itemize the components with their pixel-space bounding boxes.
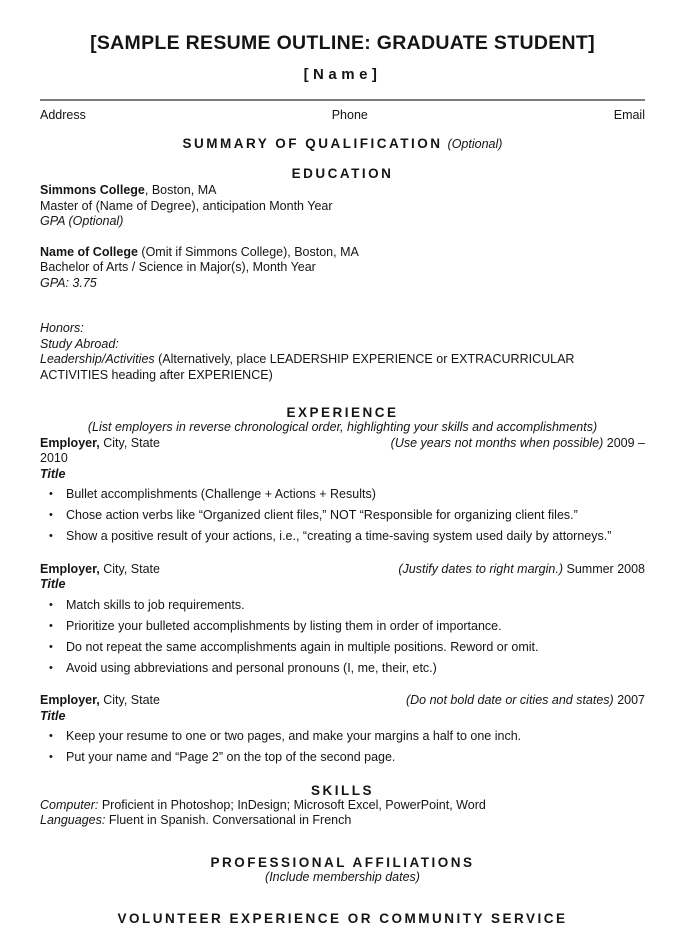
bullet-text: • Show a positive result of your actions, i.e., “creating a time-saving system used daily by attorneys.” bbox=[66, 529, 612, 543]
bullet-item bbox=[40, 619, 645, 635]
skills-lines bbox=[40, 798, 645, 829]
leadership-label: Leadership/Activities bbox=[40, 352, 155, 366]
name-placeholder: [Name] bbox=[303, 66, 382, 83]
bullet-text: • Bullet accomplishments (Challenge + Actions + Results) bbox=[66, 487, 376, 501]
contact-row bbox=[40, 108, 645, 122]
bullet-text: • Prioritize your bulleted accomplishments by listing them in order of importance. bbox=[66, 618, 502, 633]
school-name: Simmons College bbox=[40, 183, 145, 197]
school-location: (Omit if Simmons College), Boston, MA bbox=[137, 244, 359, 259]
school-degree-line: Master of (Name of Degree), anticipation Month Year bbox=[40, 198, 333, 213]
affiliations-heading-text: PROFESSIONAL AFFILIATIONS bbox=[210, 854, 475, 870]
skills-heading bbox=[40, 783, 645, 798]
employer-name: Employer, bbox=[40, 693, 100, 707]
job-entry bbox=[40, 693, 645, 766]
school-location: , Boston, MA bbox=[144, 183, 217, 197]
bullet-item bbox=[40, 750, 645, 766]
education-school-2 bbox=[40, 245, 645, 292]
date-note: (Justify dates to right margin.) bbox=[398, 561, 564, 576]
date-value: Summer 2008 bbox=[563, 561, 645, 576]
date-value: 2009 – bbox=[603, 435, 645, 450]
affiliations-heading bbox=[40, 855, 645, 870]
employer-location: City, State bbox=[99, 435, 160, 450]
employer-location: City, State bbox=[99, 693, 160, 707]
experience-heading bbox=[40, 405, 645, 420]
summary-heading-text: SUMMARY OF QUALIFICATION bbox=[182, 136, 443, 151]
bullet-text: • Do not repeat the same accomplishments again in multiple positions. Reword or omit. bbox=[66, 639, 539, 654]
job-employer bbox=[40, 693, 160, 709]
education-heading bbox=[40, 166, 645, 181]
date-overflow: 2010 bbox=[40, 451, 68, 465]
job-bullet-list bbox=[40, 487, 645, 545]
school-name-line bbox=[40, 183, 645, 199]
job-header-row bbox=[40, 562, 645, 578]
bullet-text: • Keep your resume to one or two pages, and make your margins a half to one inch. bbox=[66, 729, 522, 743]
date-note: (Use years not months when possible) bbox=[390, 435, 604, 450]
school-name: Name of College bbox=[40, 244, 138, 259]
education-extras bbox=[40, 321, 645, 383]
job-bullet-list bbox=[40, 598, 645, 677]
job-title: Title bbox=[40, 708, 66, 723]
affiliations-note: (Include membership dates) bbox=[265, 869, 420, 884]
employer-name: Employer, bbox=[40, 435, 100, 450]
school-gpa-line: GPA: 3.75 bbox=[40, 275, 97, 290]
honors-line: Honors: bbox=[40, 321, 84, 335]
header-divider bbox=[40, 99, 645, 101]
summary-heading bbox=[40, 136, 645, 151]
summary-optional-note: (Optional) bbox=[447, 137, 503, 151]
bullet-text: • Put your name and “Page 2” on the top of the second page. bbox=[66, 750, 396, 764]
bullet-item bbox=[40, 661, 645, 677]
contact-email: Email bbox=[613, 108, 645, 122]
job-date bbox=[391, 436, 645, 452]
experience-subtitle: (List employers in reverse chronological order, highlighting your skills and accomplishments) bbox=[87, 420, 598, 434]
skills-text: Fluent in Spanish. Conversational in French bbox=[105, 813, 352, 827]
job-title: Title bbox=[40, 577, 66, 591]
bullet-item bbox=[40, 487, 645, 503]
job-header-row bbox=[40, 693, 645, 709]
job-employer bbox=[40, 562, 160, 578]
job-employer bbox=[40, 436, 160, 452]
skills-heading-text: SKILLS bbox=[310, 782, 374, 798]
job-bullet-list bbox=[40, 729, 645, 766]
bullet-item bbox=[40, 640, 645, 656]
leadership-note: (Alternatively, place LEADERSHIP EXPERIENCE or EXTRACURRICULAR ACTIVITIES heading after EXPERIENCE) bbox=[40, 352, 575, 382]
bullet-text: • Match skills to job requirements. bbox=[66, 597, 245, 612]
job-entry bbox=[40, 436, 645, 545]
leadership-line bbox=[40, 352, 645, 383]
education-school-1 bbox=[40, 183, 645, 230]
volunteer-heading-text: VOLUNTEER EXPERIENCE OR COMMUNITY SERVICE bbox=[117, 911, 568, 926]
employer-name: Employer, bbox=[40, 561, 100, 576]
bullet-item bbox=[40, 729, 645, 745]
study-abroad-line: Study Abroad: bbox=[40, 336, 119, 351]
document-title: [SAMPLE RESUME OUTLINE: GRADUATE STUDENT] bbox=[90, 32, 595, 54]
date-value: 2007 bbox=[613, 693, 645, 707]
bullet-text: • Avoid using abbreviations and personal pronouns (I, me, their, etc.) bbox=[66, 660, 437, 675]
job-entry bbox=[40, 562, 645, 677]
school-name-line bbox=[40, 245, 645, 261]
skills-languages-line bbox=[40, 813, 645, 829]
volunteer-heading bbox=[40, 911, 645, 926]
skills-computer-line bbox=[40, 798, 645, 814]
school-gpa-line: GPA (Optional) bbox=[40, 214, 124, 228]
bullet-item bbox=[40, 529, 645, 545]
school-degree-line: Bachelor of Arts / Science in Major(s), Month Year bbox=[40, 260, 316, 274]
skills-text: Proficient in Photoshop; InDesign; Microsoft Excel, PowerPoint, Word bbox=[98, 797, 486, 812]
bullet-text: • Chose action verbs like “Organized client files,” NOT “Responsible for organizing client files.” bbox=[66, 508, 578, 522]
job-title: Title bbox=[40, 466, 66, 481]
education-heading-text: EDUCATION bbox=[291, 166, 394, 181]
skills-label: Computer: bbox=[40, 797, 99, 812]
job-date bbox=[406, 693, 645, 709]
job-date bbox=[398, 562, 645, 578]
contact-address: Address bbox=[40, 108, 86, 122]
experience-heading-text: EXPERIENCE bbox=[286, 405, 399, 420]
bullet-item bbox=[40, 598, 645, 614]
skills-label: Languages: bbox=[40, 813, 106, 827]
employer-location: City, State bbox=[99, 561, 160, 576]
bullet-item bbox=[40, 508, 645, 524]
job-header-row bbox=[40, 436, 645, 452]
contact-phone: Phone bbox=[331, 108, 368, 122]
date-note: (Do not bold date or cities and states) bbox=[405, 693, 614, 707]
